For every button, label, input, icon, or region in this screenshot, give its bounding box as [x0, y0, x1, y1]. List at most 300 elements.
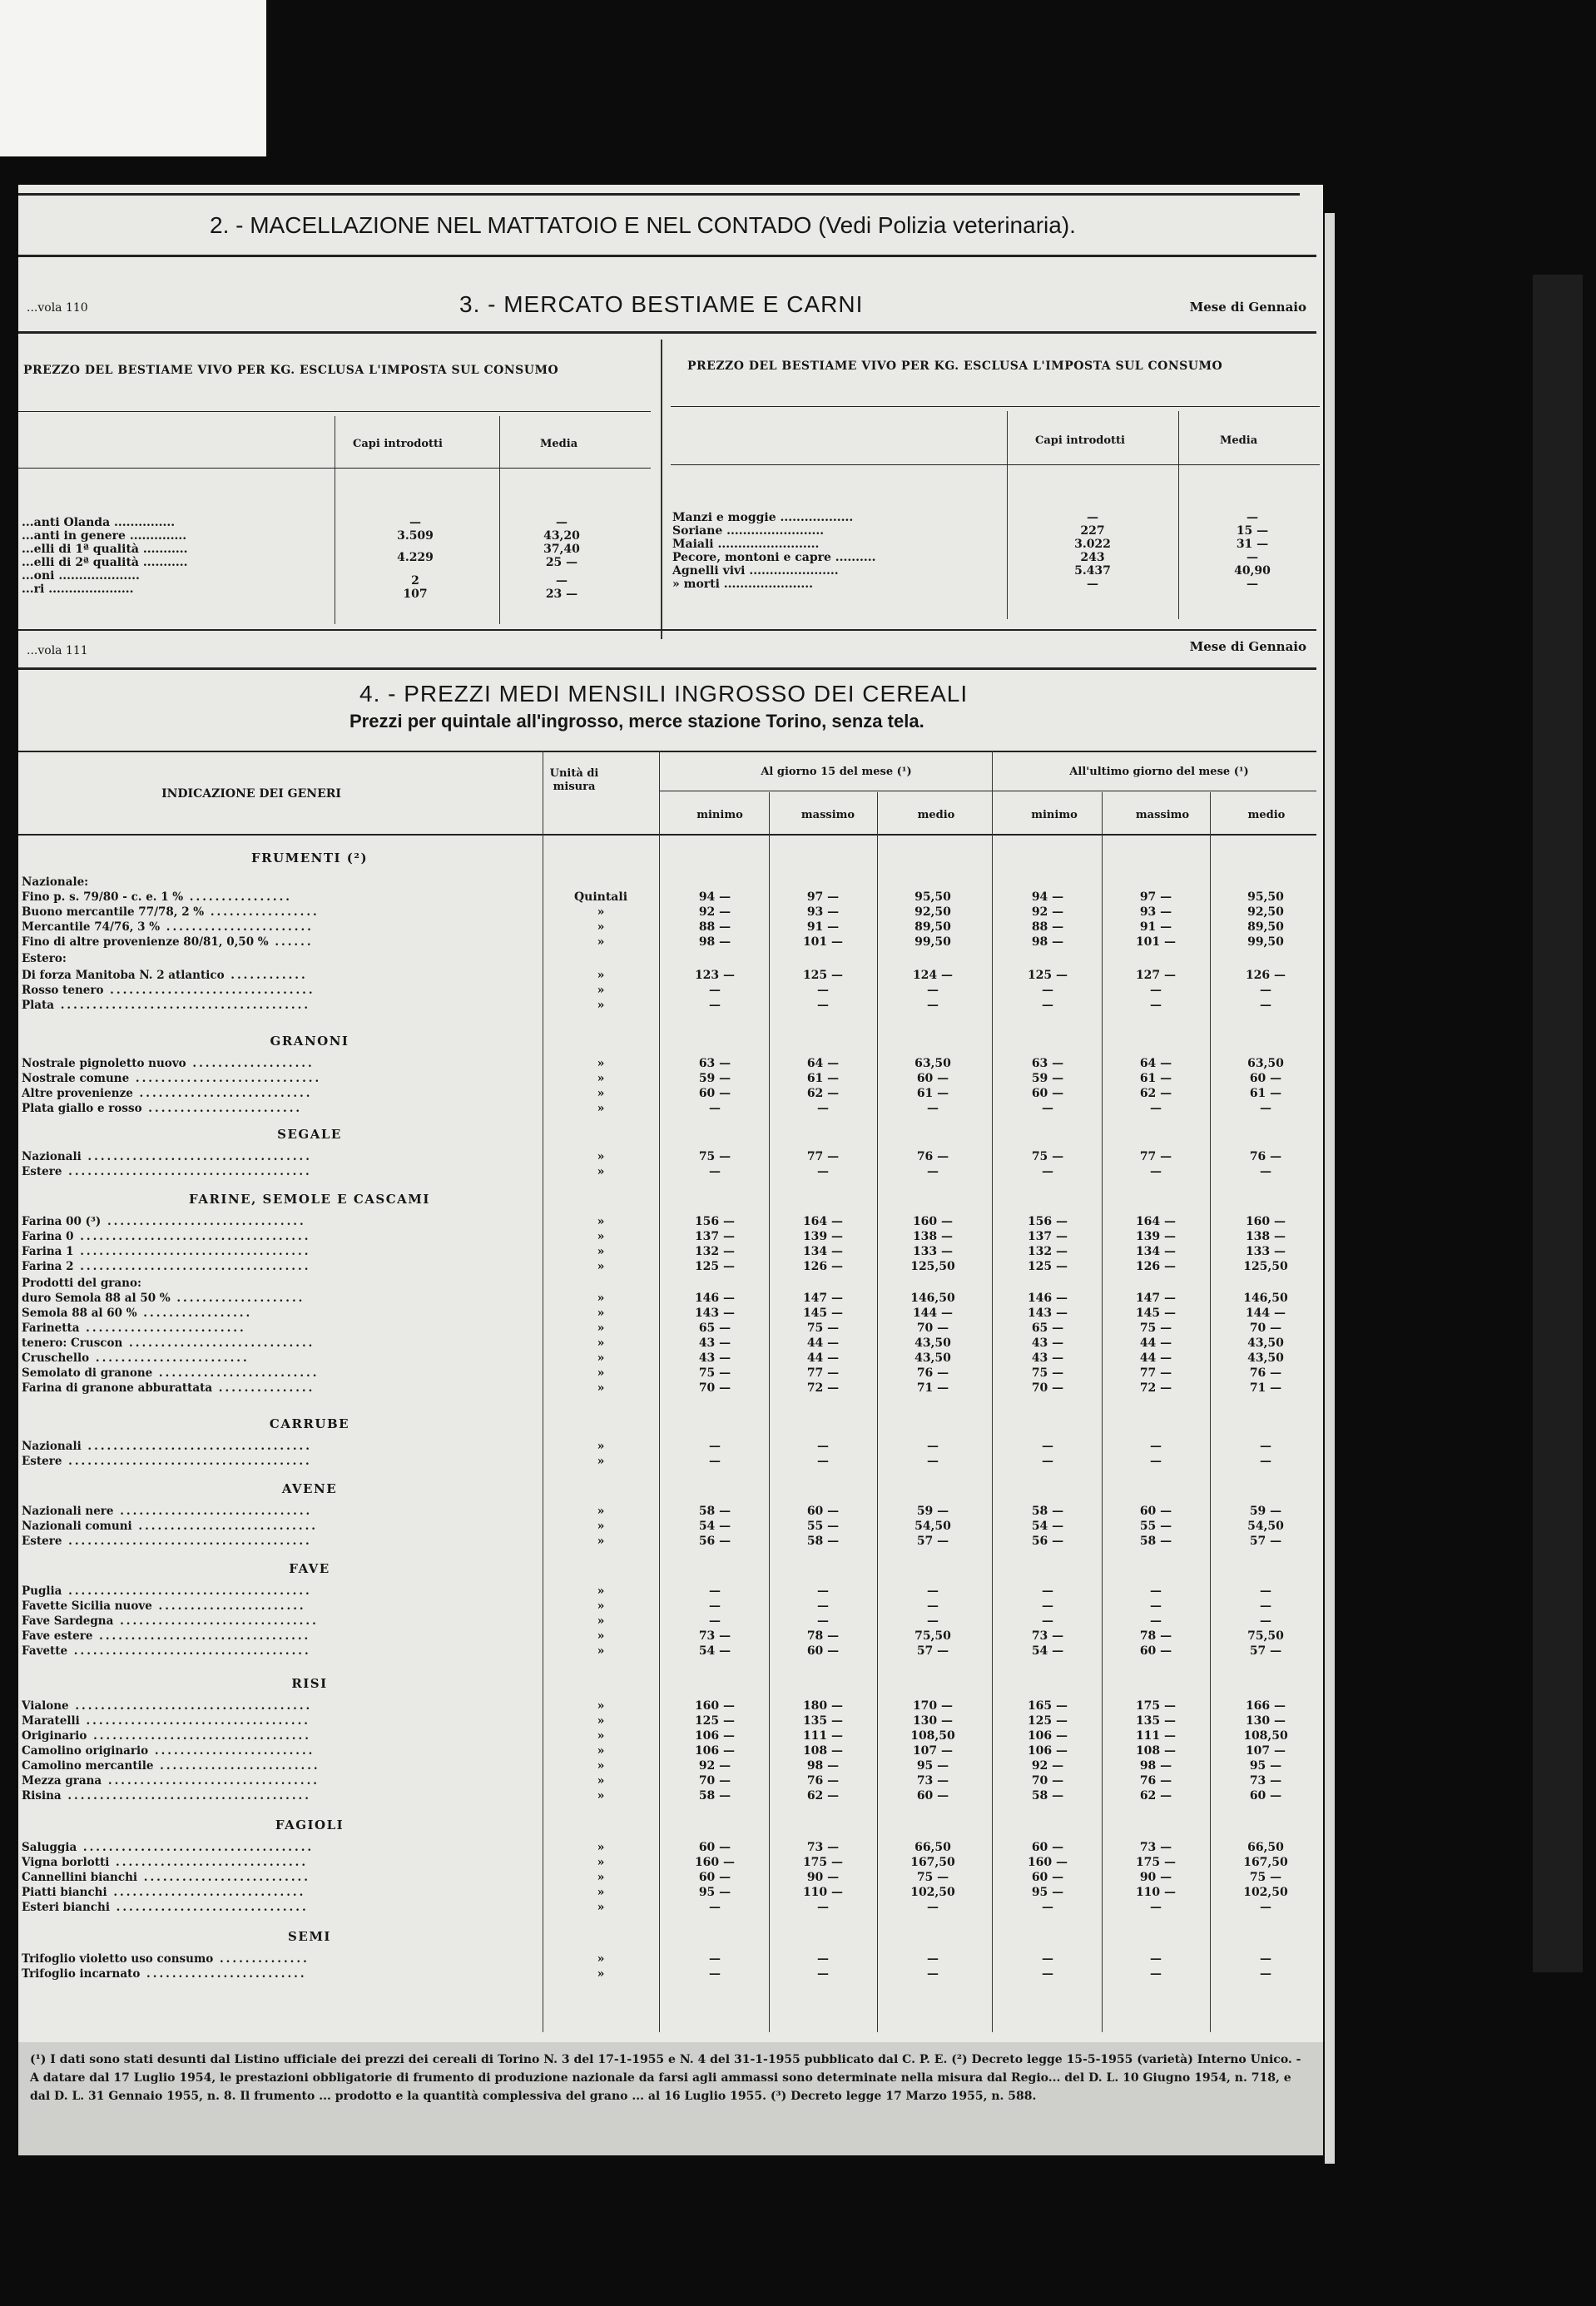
- category-carrube: CARRUBE: [269, 1416, 350, 1431]
- unit-cell: »: [597, 1336, 605, 1350]
- price-cell: —: [709, 984, 721, 997]
- unit-cell: »: [597, 969, 605, 982]
- price-cell: 124 —: [912, 969, 954, 982]
- price-cell: —: [709, 1967, 721, 1981]
- table-row: [18, 920, 1323, 935]
- unit-cell: »: [597, 1584, 605, 1598]
- unit-cell: »: [597, 1072, 605, 1085]
- price-cell: 75 —: [698, 1366, 731, 1380]
- live-price-heading-right: PREZZO DEL BESTIAME VIVO PER KG. ESCLUSA L'IMPOSTA SUL CONSUMO: [687, 360, 1223, 373]
- category-semi: SEMI: [288, 1929, 331, 1944]
- table-row: [18, 1789, 1323, 1803]
- unit-cell: »: [597, 1714, 605, 1728]
- price-cell: 107 —: [912, 1744, 954, 1758]
- price-cell: 75 —: [698, 1150, 731, 1163]
- price-cell: —: [1042, 1584, 1053, 1598]
- unit-cell: »: [597, 1087, 605, 1100]
- row-label-text: Cruschello: [22, 1351, 90, 1365]
- price-cell: 147 —: [802, 1292, 844, 1305]
- category-granoni: GRANONI: [270, 1034, 349, 1049]
- leader-dots: ..............................: [109, 1856, 309, 1869]
- price-cell: 73 —: [1031, 1629, 1064, 1643]
- capi-value: 2: [411, 574, 419, 588]
- price-cell: 60 —: [698, 1871, 731, 1884]
- table-row: [18, 1230, 1323, 1244]
- price-cell: 125 —: [1027, 969, 1068, 982]
- row-label: [22, 1714, 310, 1728]
- price-cell: —: [817, 1967, 829, 1981]
- media-value: —: [556, 574, 568, 588]
- price-cell: 146,50: [910, 1292, 955, 1305]
- category-avene: AVENE: [281, 1481, 338, 1496]
- price-cell: 58 —: [1031, 1789, 1064, 1803]
- table-4-title: 4. - PREZZI MEDI MENSILI INGROSSO DEI CEREALI: [359, 681, 969, 707]
- price-cell: 88 —: [698, 920, 731, 934]
- price-cell: 138 —: [912, 1230, 954, 1243]
- price-cell: 167,50: [1243, 1856, 1288, 1869]
- leader-dots: ..............................: [109, 1901, 309, 1914]
- price-cell: 98 —: [1031, 935, 1064, 949]
- price-cell: —: [1260, 1102, 1271, 1115]
- unit-cell: »: [597, 1165, 605, 1178]
- price-cell: 61 —: [806, 1072, 840, 1085]
- unit-cell: »: [597, 1505, 605, 1518]
- price-cell: 125 —: [1027, 1260, 1068, 1273]
- rule: [18, 411, 651, 412]
- col-head-capi: Capi introdotti: [353, 438, 443, 450]
- capi-value: —: [409, 516, 421, 529]
- price-cell: —: [1150, 1584, 1162, 1598]
- price-cell: 94 —: [1031, 890, 1064, 904]
- price-cell: 101 —: [1135, 935, 1177, 949]
- category-segale: SEGALE: [277, 1127, 342, 1142]
- unit-cell: »: [597, 1901, 605, 1914]
- leader-dots: ..........................: [137, 1871, 310, 1884]
- price-cell: —: [927, 1614, 939, 1628]
- table-row: [18, 969, 1323, 983]
- table-row: [18, 1535, 1323, 1549]
- table-row: [18, 1381, 1323, 1396]
- row-label-text: Esteri bianchi: [22, 1901, 110, 1914]
- head-massimo: massimo: [1135, 809, 1190, 821]
- row-label: [22, 1629, 310, 1644]
- row-label: [22, 1322, 246, 1336]
- price-cell: 60 —: [1249, 1789, 1282, 1803]
- price-cell: 170 —: [912, 1699, 954, 1713]
- price-cell: 60 —: [806, 1644, 840, 1658]
- leader-dots: .............................: [129, 1072, 322, 1085]
- table-row: [18, 1102, 1323, 1116]
- price-cell: 132 —: [694, 1245, 736, 1258]
- row-label: [22, 1744, 315, 1758]
- price-cell: —: [1260, 999, 1271, 1012]
- price-cell: 54,50: [1247, 1520, 1284, 1533]
- price-cell: —: [1260, 1599, 1271, 1613]
- document-page: [18, 185, 1323, 2155]
- row-label: [22, 1789, 311, 1803]
- unit-cell: »: [597, 1455, 605, 1468]
- price-cell: 92 —: [1031, 1759, 1064, 1773]
- capi-value: 243: [1080, 551, 1105, 564]
- row-label-text: Farina di granone abburattata: [22, 1381, 213, 1395]
- row-label-text: Rosso tenero: [22, 984, 104, 997]
- price-cell: 126 —: [802, 1260, 844, 1273]
- price-cell: —: [709, 1455, 721, 1468]
- price-cell: 110 —: [802, 1886, 844, 1899]
- price-cell: 156 —: [1027, 1215, 1068, 1228]
- row-label: [22, 920, 314, 935]
- price-cell: 59 —: [916, 1505, 949, 1518]
- unit-cell: »: [597, 1292, 605, 1305]
- price-cell: —: [817, 1102, 829, 1115]
- table-row: [18, 1455, 1323, 1469]
- media-value: 43,20: [543, 529, 580, 543]
- price-cell: 95 —: [1249, 1759, 1282, 1773]
- table-4-subtitle: Prezzi per quintale all'ingrosso, merce stazione Torino, senza tela.: [349, 711, 924, 731]
- price-cell: 92 —: [1031, 905, 1064, 919]
- price-cell: 75 —: [1249, 1871, 1282, 1884]
- leader-dots: .................: [136, 1307, 253, 1320]
- price-cell: 54,50: [914, 1520, 951, 1533]
- price-cell: 62 —: [1139, 1789, 1172, 1803]
- row-label: [22, 969, 308, 983]
- unit-cell: »: [597, 1440, 605, 1453]
- unit-cell: »: [597, 1322, 605, 1335]
- unit-cell: »: [597, 1215, 605, 1228]
- capi-value: 5.437: [1074, 564, 1111, 578]
- price-cell: 126 —: [1245, 969, 1286, 982]
- table-row: [18, 1351, 1323, 1366]
- price-cell: 76 —: [916, 1366, 949, 1380]
- row-label: [22, 1699, 312, 1713]
- price-cell: 165 —: [1027, 1699, 1068, 1713]
- price-cell: 95,50: [914, 890, 951, 904]
- price-cell: 132 —: [1027, 1245, 1068, 1258]
- price-cell: 175 —: [1135, 1856, 1177, 1869]
- row-label: [22, 1455, 312, 1469]
- price-cell: 108 —: [802, 1744, 844, 1758]
- price-cell: 160 —: [1027, 1856, 1068, 1869]
- month-label: Mese di Gennaio: [1189, 300, 1306, 315]
- price-cell: —: [927, 1952, 939, 1966]
- price-cell: 125 —: [1027, 1714, 1068, 1728]
- price-cell: 93 —: [1139, 905, 1172, 919]
- price-cell: 95 —: [916, 1759, 949, 1773]
- price-cell: —: [927, 1584, 939, 1598]
- price-cell: —: [927, 999, 939, 1012]
- rule: [671, 406, 1320, 407]
- price-cell: 107 —: [1245, 1744, 1286, 1758]
- capi-value: 107: [403, 588, 428, 601]
- row-label: [22, 905, 320, 920]
- row-label-text: Nostrale comune: [22, 1072, 130, 1085]
- row-label-text: Plata giallo e rosso: [22, 1102, 142, 1115]
- media-value: —: [1247, 511, 1258, 524]
- price-cell: 130 —: [1245, 1714, 1286, 1728]
- price-cell: —: [709, 999, 721, 1012]
- row-label-text: Plata: [22, 999, 55, 1012]
- price-cell: 101 —: [802, 935, 844, 949]
- table-row: [18, 1614, 1323, 1629]
- price-cell: 95,50: [1247, 890, 1284, 904]
- col-head-media: Media: [540, 438, 578, 450]
- livestock-label: ...oni ....................: [22, 569, 140, 583]
- price-cell: 57 —: [916, 1644, 949, 1658]
- price-cell: —: [1042, 1165, 1053, 1178]
- livestock-label: Pecore, montoni e capre ..........: [672, 551, 876, 564]
- unit-cell: »: [597, 1856, 605, 1869]
- row-label-text: Piatti bianchi: [22, 1886, 107, 1899]
- row-label: [22, 1336, 315, 1351]
- price-cell: 106 —: [1027, 1729, 1068, 1743]
- media-value: 15 —: [1236, 524, 1269, 538]
- leader-dots: .........................: [140, 1967, 307, 1981]
- row-label-text: Fave estere: [22, 1629, 93, 1643]
- media-value: 25 —: [545, 556, 578, 569]
- leader-dots: ...................: [186, 1057, 315, 1070]
- price-cell: —: [927, 1102, 939, 1115]
- unit-cell: »: [597, 1381, 605, 1395]
- row-label-text: Vigna borlotti: [22, 1856, 110, 1869]
- unit-cell: »: [597, 1952, 605, 1966]
- price-cell: 58 —: [1139, 1535, 1172, 1548]
- table-row: [18, 1520, 1323, 1534]
- unit-cell: »: [597, 1967, 605, 1981]
- divider: [661, 340, 662, 639]
- table-row: [18, 1841, 1323, 1855]
- price-cell: —: [1150, 1614, 1162, 1628]
- price-cell: 77 —: [1139, 1150, 1172, 1163]
- price-cell: 106 —: [1027, 1744, 1068, 1758]
- price-cell: 61 —: [916, 1087, 949, 1100]
- price-cell: 60 —: [698, 1841, 731, 1854]
- price-cell: 75 —: [1031, 1366, 1064, 1380]
- leader-dots: .................................: [92, 1629, 311, 1643]
- price-cell: 160 —: [694, 1699, 736, 1713]
- rule: [18, 751, 1316, 752]
- price-cell: 137 —: [1027, 1230, 1068, 1243]
- price-cell: 134 —: [1135, 1245, 1177, 1258]
- media-value: 31 —: [1236, 538, 1269, 551]
- price-cell: 75 —: [1139, 1322, 1172, 1335]
- leader-dots: ...............................: [101, 1215, 306, 1228]
- row-label: [22, 1535, 312, 1549]
- livestock-label: Maiali .........................: [672, 538, 820, 551]
- price-cell: 88 —: [1031, 920, 1064, 934]
- unit-cell: »: [597, 1789, 605, 1803]
- price-cell: —: [817, 1614, 829, 1628]
- livestock-label: Manzi e moggie ..................: [672, 511, 854, 524]
- price-cell: —: [817, 1440, 829, 1453]
- price-cell: 73 —: [1249, 1774, 1282, 1788]
- price-cell: 90 —: [1139, 1871, 1172, 1884]
- price-cell: —: [1150, 1952, 1162, 1966]
- price-cell: 166 —: [1245, 1699, 1286, 1713]
- price-cell: —: [817, 1599, 829, 1613]
- row-label-text: Estero:: [22, 952, 67, 965]
- row-label-text: Altre provenienze: [22, 1087, 133, 1100]
- leader-dots: ...............: [212, 1381, 315, 1395]
- table-row: [18, 984, 1323, 998]
- scan-margin: [0, 0, 266, 156]
- price-cell: 58 —: [698, 1789, 731, 1803]
- row-label-text: Nazionali comuni: [22, 1520, 132, 1533]
- leader-dots: ..............................: [113, 1505, 313, 1518]
- media-value: —: [1247, 578, 1258, 591]
- head-group-15: Al giorno 15 del mese (¹): [761, 766, 912, 778]
- price-cell: 92,50: [914, 905, 951, 919]
- price-cell: 72 —: [806, 1381, 840, 1395]
- row-label: [22, 1584, 312, 1599]
- price-cell: 60 —: [806, 1505, 840, 1518]
- price-cell: —: [1150, 1102, 1162, 1115]
- rule: [671, 464, 1320, 465]
- row-label-text: Estere: [22, 1455, 62, 1468]
- price-cell: 130 —: [912, 1714, 954, 1728]
- price-cell: 60 —: [1031, 1841, 1064, 1854]
- row-label-text: Estere: [22, 1165, 62, 1178]
- price-cell: —: [709, 1440, 721, 1453]
- row-label-text: Favette Sicilia nuove: [22, 1599, 152, 1613]
- table-row: [18, 935, 1323, 950]
- unit-cell: »: [597, 1629, 605, 1643]
- price-cell: —: [1150, 1165, 1162, 1178]
- price-cell: 102,50: [1243, 1886, 1288, 1899]
- price-cell: 93 —: [806, 905, 840, 919]
- price-cell: 89,50: [914, 920, 951, 934]
- price-cell: 54 —: [1031, 1520, 1064, 1533]
- price-cell: 145 —: [1135, 1307, 1177, 1320]
- price-cell: 108,50: [1243, 1729, 1288, 1743]
- price-cell: 147 —: [1135, 1292, 1177, 1305]
- leader-dots: ......: [268, 935, 314, 949]
- media-value: 37,40: [543, 543, 580, 556]
- row-label-text: Maratelli: [22, 1714, 80, 1728]
- price-cell: 133 —: [912, 1245, 954, 1258]
- price-cell: 62 —: [1139, 1087, 1172, 1100]
- price-cell: 160 —: [1245, 1215, 1286, 1228]
- row-label-text: tenero: Cruscon: [22, 1336, 123, 1350]
- price-cell: 146,50: [1243, 1292, 1288, 1305]
- price-cell: 57 —: [1249, 1535, 1282, 1548]
- price-cell: 43,50: [1247, 1336, 1284, 1350]
- price-cell: 43,50: [1247, 1351, 1284, 1365]
- livestock-label: ...anti in genere ..............: [22, 529, 187, 543]
- row-label: [22, 1366, 319, 1381]
- table-row: [18, 1729, 1323, 1743]
- row-label-text: Mercantile 74/76, 3 %: [22, 920, 161, 934]
- table-row: [18, 1150, 1323, 1164]
- capi-value: —: [1087, 511, 1098, 524]
- price-cell: 137 —: [694, 1230, 736, 1243]
- leader-dots: ......................................: [61, 1789, 311, 1803]
- section-2-title: 2. - MACELLAZIONE NEL MATTATOIO E NEL CONTADO (Vedi Polizia veterinaria).: [210, 212, 1076, 238]
- table-row: [18, 1072, 1323, 1086]
- month-label: Mese di Gennaio: [1189, 639, 1306, 654]
- price-cell: 70 —: [1031, 1381, 1064, 1395]
- price-cell: —: [1260, 1901, 1271, 1914]
- row-label: [22, 935, 314, 950]
- price-cell: 63,50: [1247, 1057, 1284, 1070]
- price-cell: 97 —: [806, 890, 840, 904]
- table-row: [18, 1886, 1323, 1900]
- price-cell: 43 —: [698, 1336, 731, 1350]
- price-cell: 62 —: [806, 1789, 840, 1803]
- category-fagioli: FAGIOLI: [275, 1818, 344, 1832]
- price-cell: —: [1042, 984, 1053, 997]
- price-cell: 92 —: [698, 905, 731, 919]
- price-cell: 44 —: [806, 1336, 840, 1350]
- rule: [18, 834, 1316, 836]
- price-cell: 92 —: [698, 1759, 731, 1773]
- price-cell: —: [1260, 984, 1271, 997]
- unit-cell: »: [597, 1102, 605, 1115]
- price-cell: 63 —: [1031, 1057, 1064, 1070]
- media-value: —: [556, 516, 568, 529]
- media-value: 23 —: [545, 588, 578, 601]
- leader-dots: .........................: [153, 1759, 320, 1773]
- price-cell: 60 —: [916, 1789, 949, 1803]
- row-label-text: Nazionali: [22, 1440, 82, 1453]
- unit-cell: »: [597, 1599, 605, 1613]
- price-cell: 56 —: [698, 1535, 731, 1548]
- price-cell: 60 —: [1031, 1871, 1064, 1884]
- price-cell: —: [817, 1584, 829, 1598]
- table-row: [18, 1584, 1323, 1599]
- price-cell: —: [1042, 1614, 1053, 1628]
- table-row: [18, 1366, 1323, 1381]
- price-cell: 73 —: [806, 1841, 840, 1854]
- leader-dots: ....................................: [73, 1245, 311, 1258]
- price-cell: 75,50: [914, 1629, 951, 1643]
- leader-dots: ....................................: [73, 1260, 311, 1273]
- section-3-title: 3. - MERCATO BESTIAME E CARNI: [459, 291, 864, 317]
- price-cell: 125,50: [910, 1260, 955, 1273]
- price-cell: 138 —: [1245, 1230, 1286, 1243]
- divider: [1178, 411, 1179, 619]
- row-label: [22, 1230, 310, 1244]
- leader-dots: ...................................: [81, 1440, 312, 1453]
- table-row: [18, 999, 1323, 1013]
- livestock-label: ...elli di 1ª qualità ...........: [22, 543, 188, 556]
- unit-cell: »: [597, 1260, 605, 1273]
- livestock-label: ...ri .....................: [22, 583, 134, 596]
- leader-dots: ............: [224, 969, 308, 982]
- price-cell: 78 —: [1139, 1629, 1172, 1643]
- price-cell: 43 —: [1031, 1351, 1064, 1365]
- price-cell: 76 —: [1249, 1366, 1282, 1380]
- price-cell: 43,50: [914, 1351, 951, 1365]
- row-label-text: Semolato di granone: [22, 1366, 153, 1380]
- price-cell: 91 —: [806, 920, 840, 934]
- row-label-text: duro Semola 88 al 50 %: [22, 1292, 171, 1305]
- price-cell: 62 —: [806, 1087, 840, 1100]
- price-cell: —: [1042, 1967, 1053, 1981]
- row-label: [22, 1886, 305, 1900]
- price-cell: 146 —: [1027, 1292, 1068, 1305]
- price-cell: 127 —: [1135, 969, 1177, 982]
- price-cell: 164 —: [1135, 1215, 1177, 1228]
- price-cell: —: [817, 1901, 829, 1914]
- leader-dots: ......................................: [62, 1165, 312, 1178]
- price-cell: 43,50: [914, 1336, 951, 1350]
- price-cell: —: [1260, 1455, 1271, 1468]
- price-cell: 144 —: [1245, 1307, 1286, 1320]
- price-cell: 167,50: [910, 1856, 955, 1869]
- unit-cell: »: [597, 920, 605, 934]
- leader-dots: .......................: [160, 920, 314, 934]
- table-row: [18, 1260, 1323, 1274]
